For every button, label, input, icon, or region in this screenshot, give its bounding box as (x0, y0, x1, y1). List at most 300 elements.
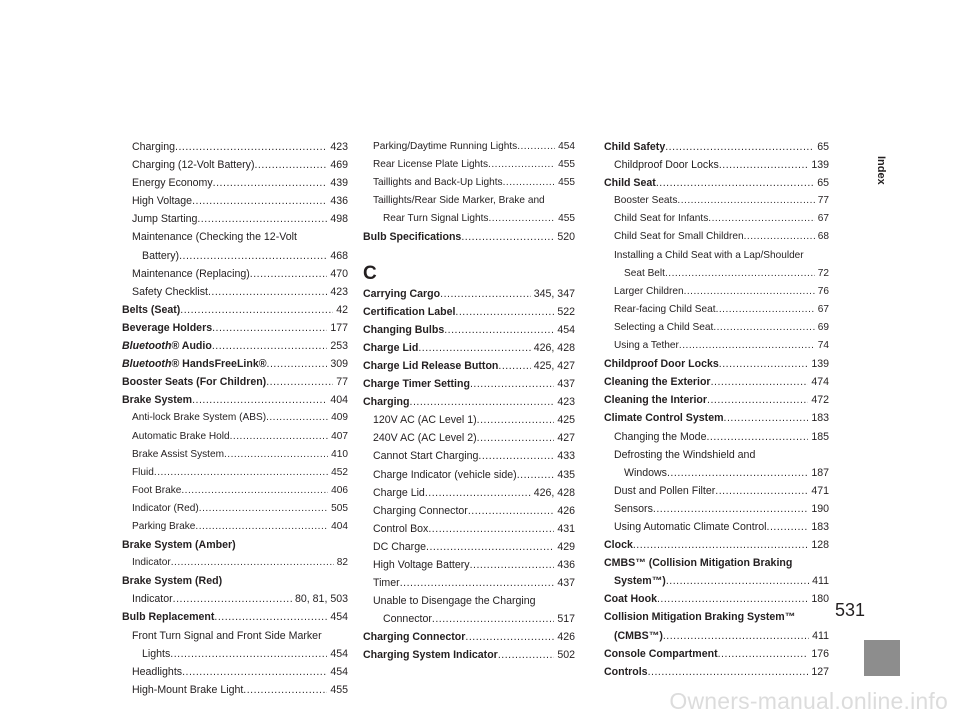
entry-term: Front Turn Signal and Front Side Marker (132, 629, 322, 642)
entry-term: Brake Assist System (132, 448, 224, 460)
page-reference[interactable]: 505 (331, 502, 348, 514)
page-reference[interactable]: 425, 427 (533, 359, 575, 372)
page-reference[interactable]: 471 (811, 484, 829, 497)
entry-term: Dust and Pollen Filter (614, 484, 716, 497)
page-reference[interactable]: 65 (817, 177, 829, 190)
index-entry[interactable] (363, 411, 575, 429)
index-entry[interactable] (604, 210, 829, 228)
page-reference[interactable]: 454 (330, 647, 348, 660)
entry-term: Connector (383, 613, 432, 626)
index-entry[interactable] (604, 518, 829, 536)
dot-leader (212, 337, 328, 355)
page-reference[interactable]: 426 (557, 504, 575, 517)
entry-term: Maintenance (Checking the 12-Volt (132, 231, 297, 244)
entry-term: Automatic Brake Hold (132, 430, 230, 442)
page-reference[interactable]: 187 (811, 466, 829, 479)
dot-leader (679, 337, 815, 355)
page-reference[interactable]: 42 (336, 303, 348, 316)
page-reference[interactable]: 468 (330, 249, 348, 262)
index-entry[interactable] (363, 466, 575, 484)
entry-term: Changing the Mode (614, 430, 707, 443)
dot-leader (707, 391, 808, 409)
entry-term: Collision Mitigation Braking System™ (604, 611, 796, 624)
index-entry[interactable] (122, 464, 348, 482)
page-reference[interactable]: 77 (817, 195, 829, 207)
page-reference[interactable]: 69 (817, 321, 829, 333)
dot-leader (418, 339, 530, 357)
index-entry[interactable] (122, 536, 348, 554)
index-entry[interactable] (122, 572, 348, 590)
entry-term: Belts (Seat) (122, 303, 181, 316)
page-reference[interactable]: 411 (812, 629, 829, 642)
entry-term: (CMBS™) (614, 629, 663, 642)
entry-term: CMBS™ (Collision Mitigation Braking (604, 557, 793, 570)
index-entry[interactable] (604, 572, 829, 590)
entry-term: Coat Hook (604, 593, 657, 606)
index-entry[interactable] (363, 192, 575, 210)
dot-leader (718, 645, 809, 663)
page-reference[interactable]: 253 (330, 340, 348, 353)
dot-leader (477, 411, 555, 429)
page-reference[interactable]: 498 (330, 213, 348, 226)
dot-leader (432, 610, 554, 628)
dot-leader (461, 228, 554, 246)
index-entry[interactable] (604, 464, 829, 482)
entry-term: Console Compartment (604, 647, 718, 660)
page-reference[interactable]: 345, 347 (533, 287, 575, 300)
entry-term: Bulb Specifications (363, 231, 462, 244)
index-entry[interactable] (122, 681, 348, 699)
page-reference[interactable]: 407 (331, 430, 348, 442)
dot-leader (724, 409, 809, 427)
dot-leader (154, 464, 328, 482)
entry-term: System™) (614, 575, 666, 588)
page-reference[interactable]: 404 (330, 394, 348, 407)
index-entry[interactable] (363, 646, 575, 664)
entry-term: High Voltage Battery (373, 558, 470, 571)
index-entry[interactable] (363, 303, 575, 321)
dot-leader (208, 283, 327, 301)
index-entry[interactable] (122, 138, 348, 156)
dot-leader (192, 192, 327, 210)
page-reference[interactable]: 74 (817, 340, 829, 352)
index-entry[interactable] (604, 608, 829, 626)
page-reference[interactable]: 127 (811, 665, 829, 678)
entry-term: Child Seat for Infants (614, 213, 709, 225)
index-entry[interactable] (122, 174, 348, 192)
index-entry[interactable] (122, 428, 348, 446)
page-reference[interactable]: 433 (557, 450, 575, 463)
dot-leader (195, 518, 328, 536)
index-entry[interactable] (122, 409, 348, 427)
entry-term: Child Seat (604, 177, 656, 190)
dot-leader (667, 464, 808, 482)
index-entry[interactable] (122, 391, 348, 409)
page-reference[interactable]: 472 (811, 394, 829, 407)
page-reference[interactable]: 426, 428 (533, 341, 575, 354)
dot-leader (715, 482, 808, 500)
entry-term: Parking/Daytime Running Lights (373, 141, 518, 152)
dot-leader (663, 627, 809, 645)
entry-term: Controls (604, 665, 648, 678)
page-reference[interactable]: 82 (336, 557, 348, 569)
entry-term: Maintenance (Replacing) (132, 267, 250, 280)
page-reference[interactable]: 409 (331, 412, 348, 424)
page-reference[interactable]: 76 (817, 285, 829, 297)
page-reference[interactable]: 180 (811, 593, 829, 606)
page-reference[interactable]: 309 (330, 358, 348, 371)
dot-leader (197, 210, 327, 228)
index-entry[interactable] (363, 174, 575, 192)
page-reference[interactable]: 183 (811, 412, 829, 425)
page-reference[interactable]: 423 (557, 396, 575, 409)
index-entry[interactable] (363, 429, 575, 447)
index-entry[interactable] (363, 285, 575, 303)
dot-leader (666, 572, 809, 590)
page-reference[interactable]: 404 (331, 520, 348, 532)
index-entry[interactable] (604, 482, 829, 500)
page-reference[interactable]: 517 (557, 613, 575, 626)
dot-leader (711, 373, 809, 391)
page-reference[interactable]: 436 (557, 558, 575, 571)
index-entry[interactable] (363, 357, 575, 375)
index-entry[interactable] (604, 228, 829, 246)
index-entry[interactable] (363, 228, 575, 246)
dot-leader (648, 663, 809, 681)
dot-leader (713, 319, 814, 337)
index-entry[interactable] (604, 138, 829, 156)
page-reference[interactable]: 435 (557, 468, 575, 481)
dot-leader (465, 628, 554, 646)
page-reference[interactable]: 426, 428 (533, 486, 575, 499)
entry-term: Indicator (132, 593, 173, 606)
entry-term: Anti-lock Brake System (ABS) (132, 412, 267, 424)
page-reference[interactable]: 502 (557, 649, 575, 662)
dot-leader (212, 319, 327, 337)
entry-term: Indicator (Red) (132, 502, 199, 514)
index-entry[interactable] (604, 301, 829, 319)
page-reference[interactable]: 67 (817, 303, 829, 315)
entry-term: Using a Tether (614, 340, 679, 352)
watermark: Owners-manual.online.info (669, 688, 948, 714)
entry-term: Rear-facing Child Seat (614, 303, 716, 315)
entry-term: Brake System (Red) (122, 575, 223, 588)
index-entry[interactable] (363, 375, 575, 393)
index-entry[interactable] (604, 337, 829, 355)
index-entry[interactable] (604, 590, 829, 608)
entry-term: Taillights/Rear Side Marker, Brake and (373, 195, 545, 207)
entry-term: Certification Label (363, 305, 456, 318)
entry-term: DC Charge (373, 540, 426, 553)
page-reference[interactable]: 455 (558, 213, 575, 225)
dot-leader (250, 265, 328, 283)
dot-leader (744, 228, 815, 246)
page-reference[interactable]: 454 (557, 323, 575, 336)
index-entry[interactable] (363, 210, 575, 228)
page-reference[interactable]: 411 (812, 575, 829, 588)
page-reference[interactable]: 439 (330, 177, 348, 190)
page-reference[interactable]: 68 (817, 231, 829, 243)
page-reference[interactable]: 469 (330, 159, 348, 172)
entry-term: Clock (604, 539, 633, 552)
entry-term: Charging Connector (373, 504, 468, 517)
page-reference[interactable]: 436 (330, 195, 348, 208)
page-reference[interactable]: 67 (817, 213, 829, 225)
dot-leader (503, 174, 556, 192)
index-column-3 (604, 138, 829, 681)
index-entry[interactable] (604, 536, 829, 554)
entry-term: Charging (132, 141, 175, 153)
entry-term: Jump Starting (132, 213, 198, 226)
index-entry[interactable] (363, 138, 575, 156)
entry-term: Booster Seats (614, 195, 678, 207)
page-reference[interactable]: 77 (336, 376, 348, 389)
entry-term: Control Box (373, 522, 429, 535)
entry-term: Unable to Disengage the Charging (373, 595, 536, 608)
index-entry[interactable] (604, 174, 829, 192)
index-entry[interactable] (122, 265, 348, 283)
index-entry[interactable] (122, 554, 348, 572)
dot-leader (455, 303, 554, 321)
index-entry[interactable] (122, 247, 348, 265)
page-reference[interactable]: 455 (558, 159, 575, 171)
index-entry[interactable] (122, 319, 348, 337)
page-reference[interactable]: 423 (330, 141, 348, 153)
dot-leader (410, 393, 555, 411)
index-entry[interactable] (604, 446, 829, 464)
page-reference[interactable]: 425 (557, 414, 575, 427)
dot-leader (182, 663, 327, 681)
entry-term: Bluetooth® Audio (122, 340, 212, 353)
dot-leader (719, 156, 809, 174)
entry-term: Taillights and Back-Up Lights (373, 177, 503, 189)
index-entry[interactable] (363, 592, 575, 610)
index-entry[interactable] (604, 663, 829, 681)
page-reference[interactable]: 437 (557, 577, 575, 590)
dot-leader (440, 285, 531, 303)
entry-term: Charge Timer Setting (363, 378, 470, 391)
page-reference[interactable]: 454 (330, 611, 348, 624)
page-reference[interactable]: 454 (558, 141, 575, 152)
entry-term: Child Safety (604, 141, 666, 153)
entry-term: Brake System (122, 394, 193, 407)
entry-term: Foot Brake (132, 484, 182, 496)
entry-term: Sensors (614, 502, 653, 515)
page-reference[interactable]: 139 (811, 159, 829, 172)
page-reference[interactable]: 427 (557, 432, 575, 445)
index-entry[interactable] (604, 247, 829, 265)
page-reference[interactable]: 72 (817, 267, 829, 279)
index-entry[interactable] (604, 554, 829, 572)
entry-term: Larger Children (614, 285, 684, 297)
dot-leader (706, 428, 808, 446)
page-reference[interactable]: 455 (558, 177, 575, 189)
entry-term: Fluid (132, 466, 154, 478)
dot-leader (498, 357, 530, 375)
entry-term: Charge Lid (363, 341, 419, 354)
index-entry[interactable] (122, 228, 348, 246)
index-entry[interactable] (363, 628, 575, 646)
index-entry[interactable] (122, 500, 348, 518)
index-entry[interactable] (604, 319, 829, 337)
page-reference[interactable]: 454 (330, 665, 348, 678)
index-entry[interactable] (604, 409, 829, 427)
index-entry[interactable] (604, 391, 829, 409)
page-reference[interactable]: 522 (557, 305, 575, 318)
entry-term: Installing a Child Seat with a Lap/Shoulder (614, 249, 804, 261)
index-entry[interactable] (604, 192, 829, 210)
entry-term: Rear Turn Signal Lights (383, 213, 489, 225)
dot-leader (444, 321, 554, 339)
page-reference[interactable]: 185 (811, 430, 829, 443)
dot-leader (477, 429, 555, 447)
index-entry[interactable] (604, 428, 829, 446)
dot-leader (470, 556, 555, 574)
index-entry[interactable] (363, 502, 575, 520)
page-reference[interactable]: 65 (817, 141, 829, 153)
page-reference[interactable]: 176 (811, 647, 829, 660)
index-entry[interactable] (604, 500, 829, 518)
page-reference[interactable]: 437 (557, 378, 575, 391)
entry-term: Timer (373, 577, 400, 590)
dot-leader (266, 373, 333, 391)
index-entry[interactable] (363, 447, 575, 465)
dot-leader (180, 301, 333, 319)
page-reference[interactable]: 410 (331, 448, 348, 460)
index-entry[interactable] (122, 210, 348, 228)
index-entry[interactable] (122, 608, 348, 626)
dot-leader (171, 554, 334, 572)
index-entry[interactable] (604, 355, 829, 373)
dot-leader (173, 590, 292, 608)
page-reference[interactable]: 452 (331, 466, 348, 478)
side-tab-block (864, 640, 900, 676)
index-entry[interactable] (122, 355, 348, 373)
index-entry[interactable] (122, 373, 348, 391)
dot-leader (517, 466, 555, 484)
entry-term: Headlights (132, 665, 183, 678)
index-entry[interactable] (604, 645, 829, 663)
index-entry[interactable] (604, 265, 829, 283)
dot-leader (192, 391, 327, 409)
dot-leader (170, 645, 327, 663)
page-reference[interactable]: 520 (557, 231, 575, 244)
index-entry[interactable] (122, 192, 348, 210)
index-entry[interactable] (363, 610, 575, 628)
index-entry[interactable] (363, 484, 575, 502)
entry-term: Cannot Start Charging (373, 450, 479, 463)
page-reference[interactable]: 139 (811, 358, 829, 371)
dot-leader (266, 409, 328, 427)
dot-leader (214, 608, 327, 626)
entry-term: Charging Connector (363, 631, 466, 644)
entry-term: Lights (142, 647, 171, 660)
index-column-1 (122, 138, 348, 699)
page-reference[interactable]: 177 (330, 321, 348, 334)
page-reference[interactable]: 423 (330, 285, 348, 298)
index-entry[interactable] (122, 645, 348, 663)
entry-term: Booster Seats (For Children) (122, 376, 267, 389)
index-entry[interactable] (122, 663, 348, 681)
index-entry[interactable] (604, 627, 829, 645)
entry-term: Carrying Cargo (363, 287, 441, 300)
index-entry[interactable] (363, 393, 575, 411)
index-entry[interactable] (122, 446, 348, 464)
page-reference[interactable]: 183 (811, 520, 829, 533)
entry-term: Beverage Holders (122, 321, 213, 334)
page-reference[interactable]: 426 (557, 631, 575, 644)
entry-term: Rear License Plate Lights (373, 159, 489, 171)
dot-leader (653, 500, 808, 518)
dot-leader (657, 590, 808, 608)
index-entry[interactable] (363, 538, 575, 556)
dot-leader (426, 538, 554, 556)
entry-term: Charge Lid Release Button (363, 359, 499, 372)
page-reference[interactable]: 455 (330, 683, 348, 696)
page-reference[interactable]: 190 (811, 502, 829, 515)
page-reference[interactable]: 431 (557, 522, 575, 535)
page-reference[interactable]: 474 (811, 376, 829, 389)
index-entry[interactable] (122, 337, 348, 355)
dot-leader (470, 375, 554, 393)
index-entry[interactable] (363, 556, 575, 574)
index-column-2 (363, 138, 575, 665)
dot-leader (488, 210, 555, 228)
index-entry[interactable] (122, 518, 348, 536)
page-reference[interactable]: 429 (557, 540, 575, 553)
dot-leader (243, 681, 327, 699)
dot-leader (428, 520, 554, 538)
index-entry[interactable] (122, 156, 348, 174)
entry-term: Child Seat for Small Children (614, 231, 744, 243)
dot-leader (468, 502, 555, 520)
page-reference[interactable]: 470 (330, 267, 348, 280)
entry-term: Safety Checklist (132, 285, 208, 298)
side-tab-index[interactable]: Index (875, 155, 887, 185)
index-entry[interactable] (363, 339, 575, 357)
entry-term: 240V AC (AC Level 2) (373, 432, 477, 445)
dot-leader (199, 500, 328, 518)
dot-leader (719, 355, 809, 373)
page-reference[interactable]: 128 (811, 539, 829, 552)
entry-term: Defrosting the Windshield and (614, 448, 756, 461)
index-entry[interactable] (122, 283, 348, 301)
entry-term: Charging (12-Volt Battery) (132, 159, 255, 172)
index-entry[interactable] (604, 373, 829, 391)
entry-term: High Voltage (132, 195, 193, 208)
dot-leader (633, 536, 808, 554)
index-entry[interactable] (363, 156, 575, 174)
index-entry[interactable] (363, 574, 575, 592)
index-entry[interactable] (363, 520, 575, 538)
index-entry[interactable] (122, 482, 348, 500)
index-entry[interactable] (363, 321, 575, 339)
index-entry[interactable] (122, 627, 348, 645)
page-number: 531 (835, 600, 866, 620)
index-entry[interactable] (604, 283, 829, 301)
index-entry[interactable] (122, 590, 348, 608)
dot-leader (179, 247, 327, 265)
dot-leader (684, 283, 815, 301)
page-reference[interactable]: 80, 81, 503 (294, 593, 348, 606)
index-entry[interactable] (604, 156, 829, 174)
entry-term: Energy Economy (132, 177, 213, 190)
entry-term: Bulb Replacement (122, 611, 215, 624)
page-reference[interactable]: 406 (331, 484, 348, 496)
index-entry[interactable] (122, 301, 348, 319)
entry-term: Battery) (142, 249, 180, 262)
dot-leader (498, 646, 555, 664)
